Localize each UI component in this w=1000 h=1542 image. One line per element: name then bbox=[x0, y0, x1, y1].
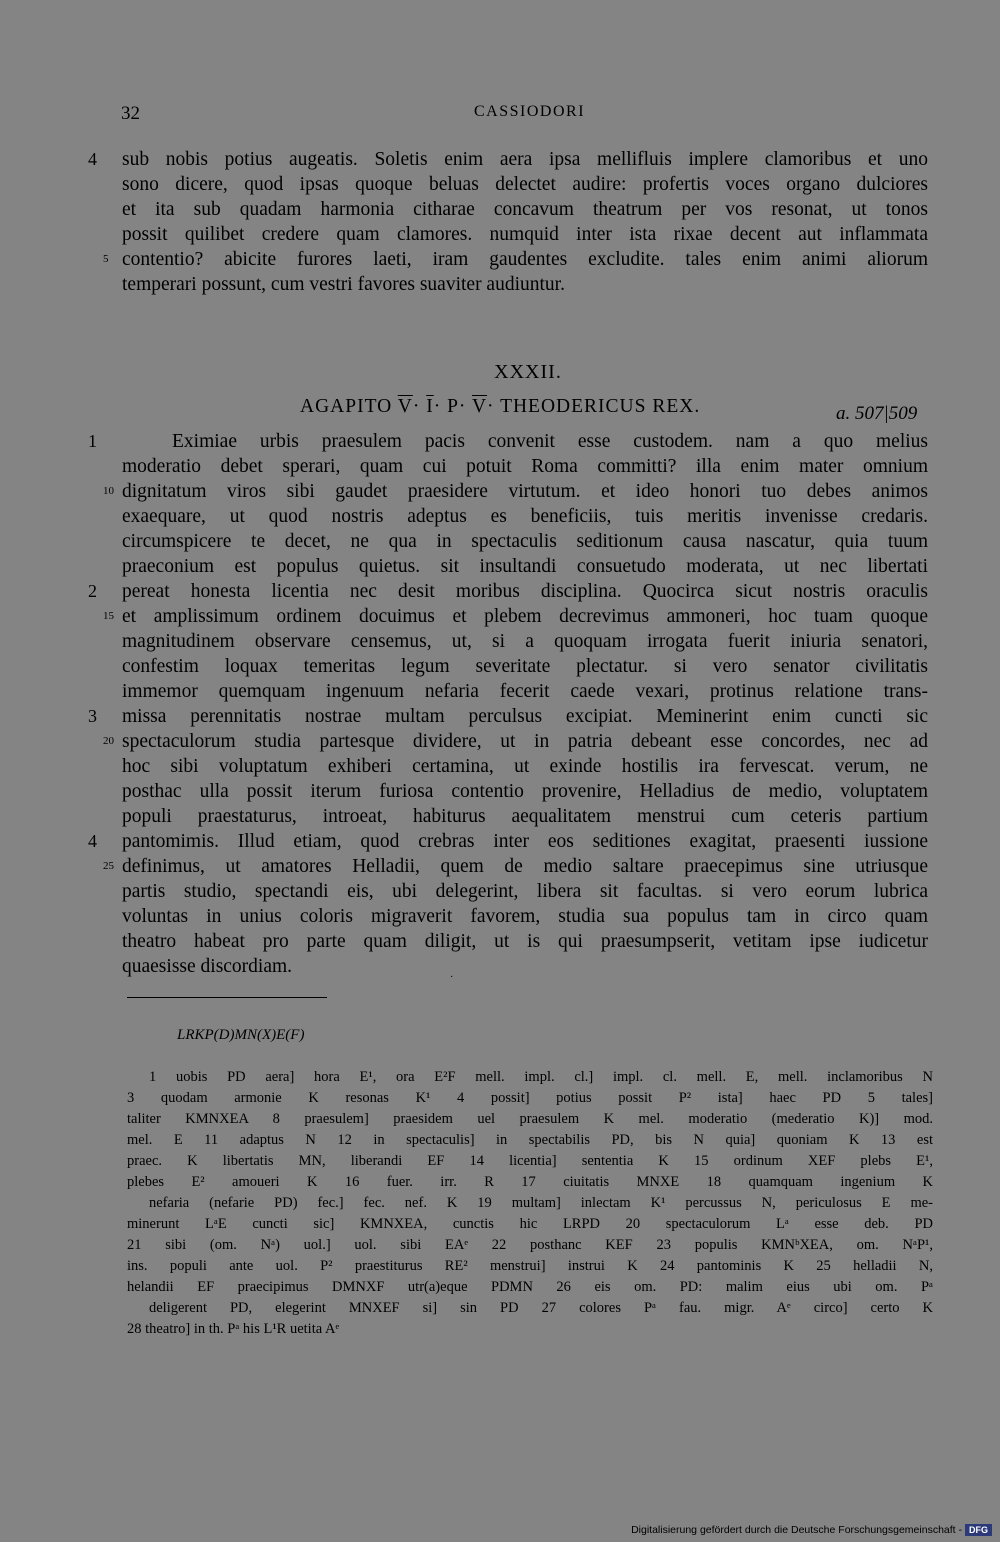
text-line: missa perennitatis nostrae multam perculsus excipiat. Meminerint enim cuncti sic bbox=[122, 706, 928, 727]
text-line: dignitatum viros sibi gaudet praesidere virtutum. et ideo honori tuo debes animos bbox=[122, 481, 928, 502]
apparatus-line: taliter KMNXEA 8 praesulem] praesidem uel praesulem K mel. moderatio (mederatio K)] mod. bbox=[127, 1111, 933, 1127]
text-line: spectaculorum studia partesque dividere, ut in patria debeant esse concordes, nec ad bbox=[122, 731, 928, 752]
letter-number: XXXII. bbox=[494, 361, 562, 383]
text-line: definimus, ut amatores Helladii, quem de medio saltare praecepimus sine utriusque bbox=[122, 856, 928, 877]
apparatus-line: 21 sibi (om. Nᵃ) uol.] uol. sibi EAᵉ 22 posthanc KEF 23 populis KMNᵇXEA, om. NᵃP¹, bbox=[127, 1237, 933, 1253]
text-line: hoc sibi voluptatum exhiberi certamina, ut exinde hostilis ira fervescat. verum, ne bbox=[122, 756, 928, 777]
text-line: voluntas in unius coloris migraverit favorem, studia sua populus tam in circo quam bbox=[122, 906, 928, 927]
margin-line-number: 5 bbox=[103, 253, 109, 265]
apparatus-line: plebes E² amoueri K 16 fuer. irr. R 17 ciuitatis MNXE 18 quamquam ingenium K bbox=[127, 1174, 933, 1190]
margin-section-number: 1 bbox=[88, 431, 97, 451]
dfg-logo: DFG bbox=[965, 1524, 992, 1536]
margin-section-number: 4 bbox=[88, 831, 97, 851]
credit-text: Digitalisierung gefördert durch die Deutsche Forschungsgemeinschaft - bbox=[631, 1524, 962, 1536]
critical-apparatus bbox=[127, 1067, 933, 1340]
address-text: AGAPITO bbox=[300, 396, 398, 417]
apparatus-line: praec. K libertatis MN, liberandi EF 14 licentia] sententia K 15 ordinum XEF plebs E¹, bbox=[127, 1153, 933, 1169]
address-abbrev: $\overline{V}$ bbox=[397, 396, 413, 417]
letter-date: a. 507|509 bbox=[836, 403, 918, 424]
address-text: · THEODERICUS REX. bbox=[487, 396, 701, 417]
margin-section-number: 3 bbox=[88, 706, 97, 726]
text-line: et ita sub quadam harmonia citharae concavum theatrum per vos resonat, ut tonos bbox=[122, 199, 928, 220]
apparatus-line: 1 uobis PD aera] hora E¹, ora E²F mell. impl. cl.] impl. cl. mell. E, mell. inclamoribus N bbox=[149, 1069, 933, 1085]
text-line: contentio? abicite furores laeti, iram gaudentes excludite. tales enim animi aliorum bbox=[122, 249, 928, 270]
margin-line-number: 20 bbox=[103, 735, 114, 747]
margin-line-number: 10 bbox=[103, 485, 114, 497]
apparatus-line: 28 theatro] in th. Pᵃ his L¹R uetita Aᵉ bbox=[127, 1321, 340, 1337]
text-line: magnitudinem observare censemus, ut, si a quoquam irrogata fuerit iniuria senatori, bbox=[122, 631, 928, 652]
page-number: 32 bbox=[121, 103, 140, 124]
address-text: · bbox=[412, 396, 427, 417]
apparatus-line: deligerent PD, elegerint MNXEF si] sin PD 27 colores Pᵃ fau. migr. Aᵉ circo] certo K bbox=[149, 1300, 933, 1316]
address-abbrev: $\overline{I}$ bbox=[426, 396, 434, 417]
text-line: temperari possunt, cum vestri favores suaviter audiuntur. bbox=[122, 274, 565, 295]
apparatus-line: helandii EF praecipimus DMNXF utr(a)eque PDMN 26 eis om. PD: malim eius ubi om. Pᵃ bbox=[127, 1279, 933, 1295]
margin-section-number: 4 bbox=[88, 149, 97, 169]
text-line: quaesisse discordiam. bbox=[122, 956, 293, 977]
text-line: partis studio, spectandi eis, ubi delegerint, libera sit facultas. si vero eorum lubrica bbox=[122, 881, 928, 902]
text-line: sub nobis potius augeatis. Soletis enim aera ipsa mellifluis implere clamoribus et uno bbox=[122, 149, 928, 170]
text-line: pereat honesta licentia nec desit moribus disciplina. Quocirca sicut nostris oraculis bbox=[122, 581, 928, 602]
apparatus-line: 3 quodam armonie K resonas K¹ 4 possit] potius possit P² ista] haec PD 5 tales] bbox=[127, 1090, 933, 1106]
margin-line-number: 15 bbox=[103, 610, 114, 622]
text-line: Eximiae urbis praesulem pacis convenit esse custodem. nam a quo melius bbox=[172, 431, 928, 452]
text-line: immemor quemquam ingenuum nefaria fecerit caede vexari, protinus relatione trans- bbox=[122, 681, 928, 702]
margin-line-number: 25 bbox=[103, 860, 114, 872]
apparatus-line: mel. E 11 adaptus N 12 in spectaculis] in spectabilis PD, bis N quia] quoniam K 13 est bbox=[127, 1132, 933, 1148]
text-line: theatro habeat pro parte quam diligit, ut is qui praesumpserit, vetitam ipse iudicetur bbox=[122, 931, 928, 952]
text-line: sono dicere, quod ipsas quoque beluas delectet audire: profertis voces organo dulciores bbox=[122, 174, 928, 195]
text-line: et amplissimum ordinem docuimus et plebem decrevimus ammoneri, hoc tuam quoque bbox=[122, 606, 928, 627]
text-line: pantomimis. Illud etiam, quod crebras inter eos seditiones exagitat, praesenti iussione bbox=[122, 831, 928, 852]
top-paragraph bbox=[122, 147, 928, 297]
apparatus-line: ins. populi ante uol. P² praestiturus RE² menstrui] instrui K 24 pantominis K 25 helladii N, bbox=[127, 1258, 933, 1274]
letter-body bbox=[122, 429, 928, 979]
footnote-rule bbox=[127, 997, 327, 998]
text-line: possit quilibet credere quam clamores. numquid inter ista rixae decent aut inflammata bbox=[122, 224, 928, 245]
apparatus-line: minerunt LᵃE cuncti sic] KMNXEA, cunctis hic LRPD 20 spectaculorum Lᵃ esse deb. PD bbox=[127, 1216, 933, 1232]
manuscript-sigla: LRKP(D)MN(X)E(F) bbox=[177, 1027, 305, 1043]
scan-speck: · bbox=[450, 972, 454, 983]
digitization-credit bbox=[631, 1524, 992, 1536]
text-line: confestim loquax temeritas legum severitate plectatur. si vero senator civilitatis bbox=[122, 656, 928, 677]
text-line: praeconium est populus quietus. sit insultandi consuetudo moderata, ut nec libertati bbox=[122, 556, 928, 577]
address-text: · P· bbox=[433, 396, 472, 417]
text-line: circumspicere te decet, ne qua in spectaculis seditionum causa nascatur, quia tuum bbox=[122, 531, 928, 552]
apparatus-line: nefaria (nefarie PD) fec.] fec. nef. K 19 multam] inlectam K¹ percussus N, periculosus E me- bbox=[149, 1195, 933, 1211]
text-line: posthac ulla possit iterum furiosa contentio provenire, Helladius de medio, voluptatem bbox=[122, 781, 928, 802]
address-abbrev: $\overline{V}$ bbox=[471, 396, 488, 417]
letter-address bbox=[300, 396, 700, 418]
text-line: exaequare, ut quod nostris adeptus es beneficiis, tuis meritis invenisse credaris. bbox=[122, 506, 928, 527]
text-line: populi praestaturus, introeat, habiturus aequalitatem menstrui cum ceteris partium bbox=[122, 806, 928, 827]
running-title: CASSIODORI bbox=[474, 103, 586, 120]
text-line: moderatio debet sperari, quam cui potuit Roma committi? illa enim mater omnium bbox=[122, 456, 928, 477]
margin-section-number: 2 bbox=[88, 581, 97, 601]
